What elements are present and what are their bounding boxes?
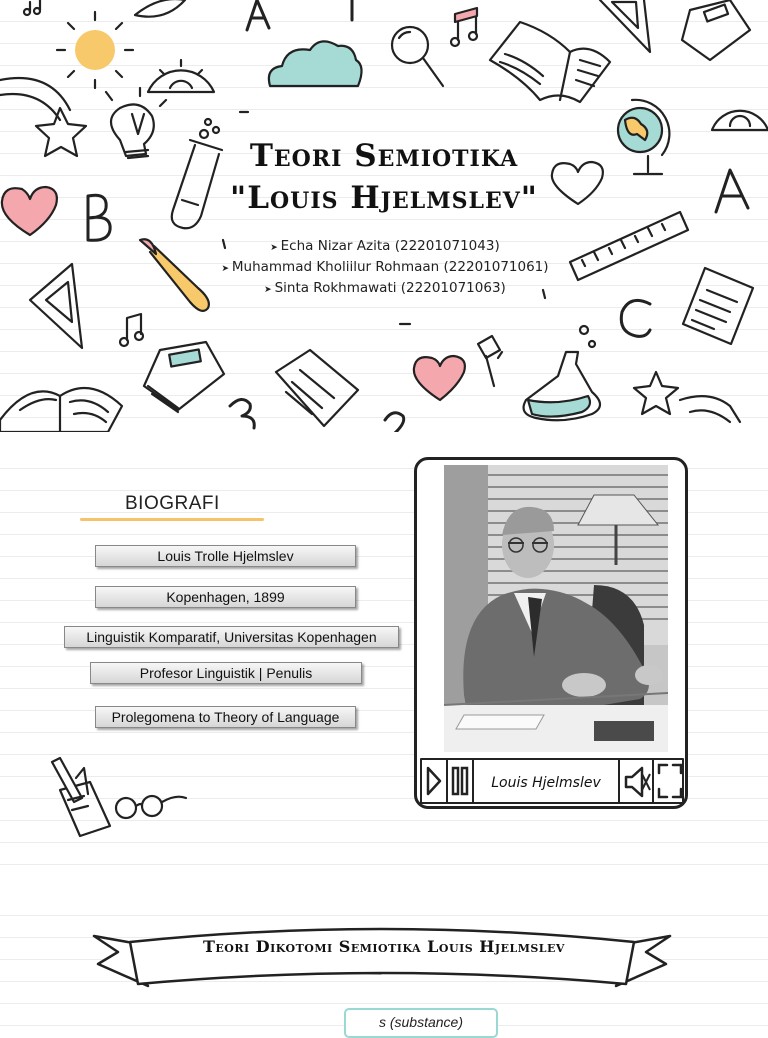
photo-caption: Louis Hjelmslev — [491, 775, 601, 791]
magnifier-icon — [392, 27, 443, 86]
bio-item-birth: Kopenhagen, 1899 — [95, 586, 356, 608]
number-two-icon — [385, 413, 404, 432]
portrait-image — [444, 465, 668, 752]
pause-icon[interactable] — [449, 764, 471, 798]
dichotomy-banner-title: Teori Dikotomi Semiotika Louis Hjelmslev — [203, 937, 565, 956]
set-square-icon — [600, 0, 650, 52]
bio-item-work: Prolegomena to Theory of Language — [95, 706, 356, 728]
cloud-icon — [269, 41, 362, 86]
closed-book-icon — [144, 342, 224, 412]
cover-slide — [0, 0, 768, 432]
protractor-icon — [712, 111, 768, 130]
author-list — [150, 237, 620, 300]
bio-item-education: Linguistik Komparatif, Universitas Kopenhagen — [64, 626, 399, 648]
play-icon[interactable] — [423, 764, 445, 798]
leaf-icon — [135, 0, 185, 17]
closed-book-icon — [682, 0, 750, 60]
flask-icon — [524, 326, 600, 420]
set-square-icon — [30, 264, 82, 348]
bio-item-profession: Profesor Linguistik | Penulis — [90, 662, 362, 684]
letter-a-icon — [247, 0, 269, 30]
document-icon — [683, 268, 753, 344]
sun-icon — [57, 12, 133, 88]
pencil-cup-glasses-icon — [46, 756, 192, 838]
author-item: ➤ Sinta Rokhmawati (22201071063) — [150, 279, 620, 300]
music-note-icon — [120, 314, 143, 346]
biography-heading: BIOGRAFI — [125, 493, 220, 514]
shooting-star-icon — [634, 372, 740, 422]
bio-item-name: Louis Trolle Hjelmslev — [95, 545, 356, 567]
fullscreen-icon[interactable] — [656, 762, 684, 800]
number-three-icon — [230, 399, 254, 428]
open-book-icon — [0, 388, 122, 432]
mute-speaker-icon[interactable] — [622, 764, 652, 800]
music-note-icon — [24, 0, 40, 15]
open-book-icon — [490, 22, 610, 102]
document-icon — [276, 350, 358, 426]
cover-title-line2: "Louis Hjelmslev" — [230, 180, 538, 216]
author-item: ➤ Muhammad Kholiilur Rohmaan (22201071061) — [150, 258, 620, 279]
portrait-photo — [444, 465, 668, 752]
heart-icon — [414, 356, 465, 400]
substance-box: s (substance) — [344, 1008, 498, 1038]
music-note-icon — [451, 8, 477, 46]
protractor-icon — [148, 60, 214, 92]
author-item: ➤ Echa Nizar Azita (22201071043) — [150, 237, 620, 258]
heading-underline — [80, 518, 264, 521]
cover-title-line1: Teori Semiotika — [249, 138, 519, 174]
push-pin-icon — [478, 336, 500, 386]
letter-c-icon — [621, 300, 650, 336]
